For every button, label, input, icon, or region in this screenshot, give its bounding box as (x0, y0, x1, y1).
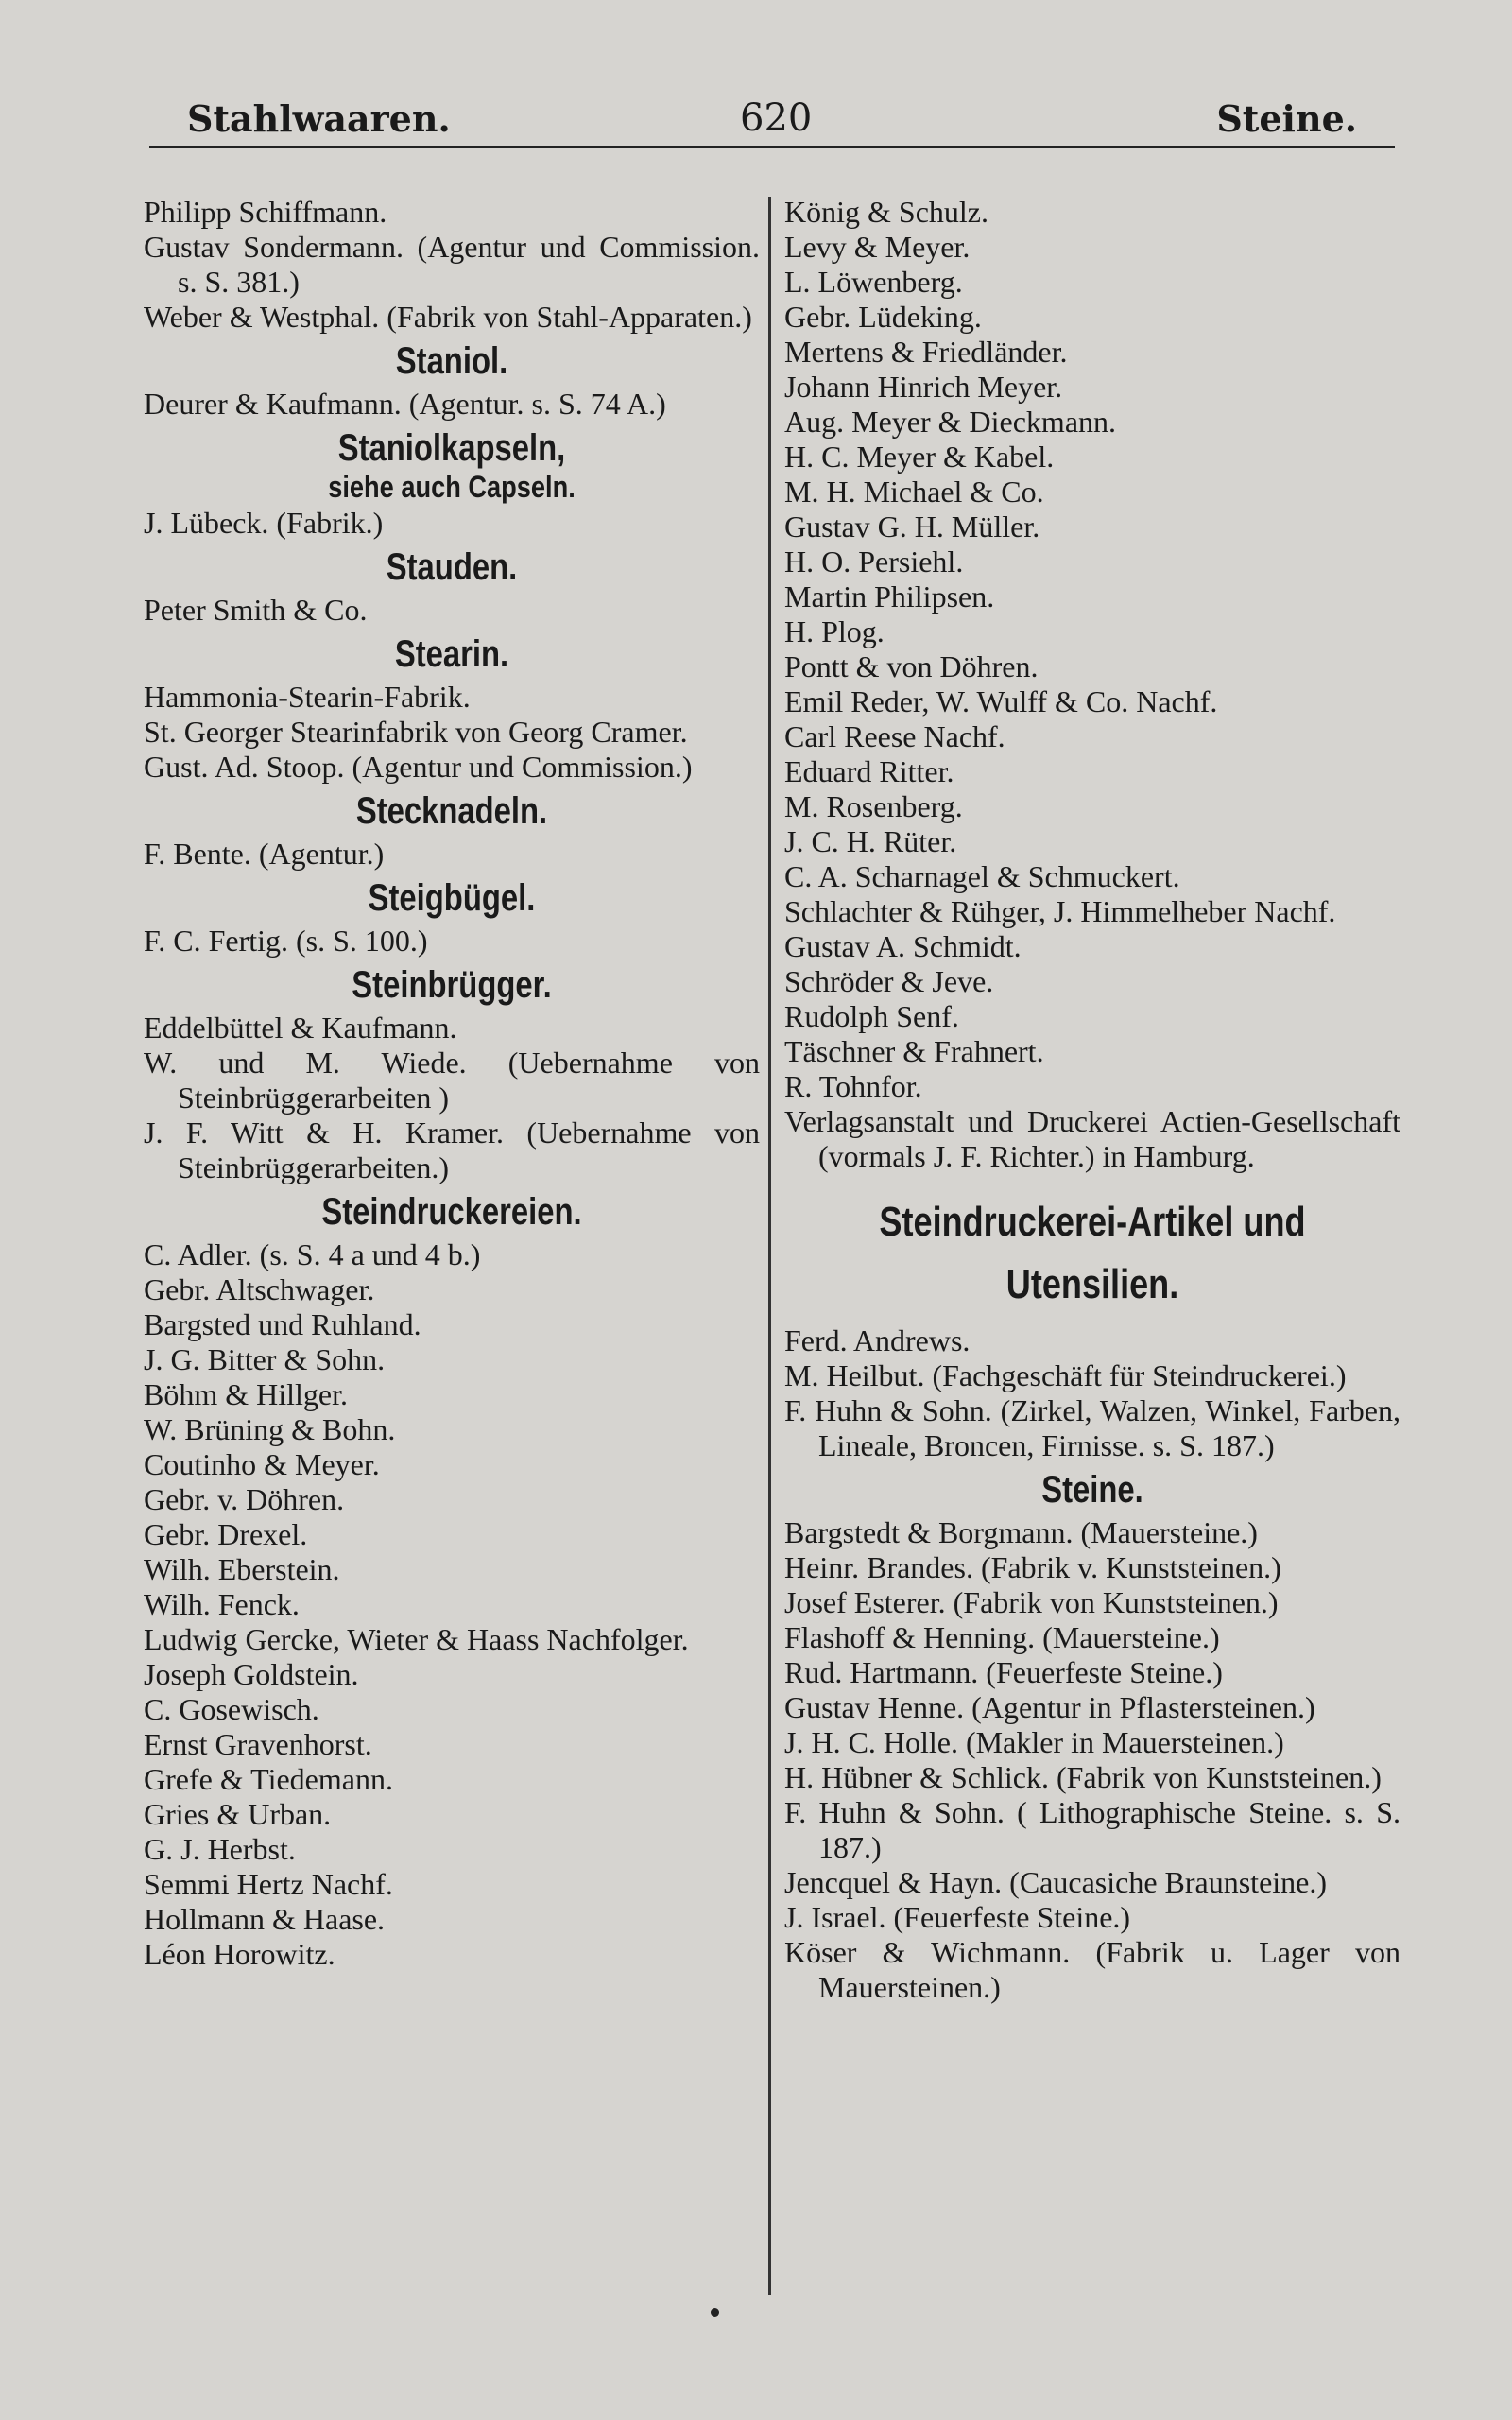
directory-entry: F. Bente. (Agentur.) (144, 837, 385, 871)
directory-entry: J. Lübeck. (Fabrik.) (144, 506, 384, 540)
directory-entry: L. Löwenberg. (784, 265, 963, 299)
directory-entry: Gustav Henne. (Agentur in Pflastersteinen.) (784, 1690, 1315, 1724)
directory-entry: Böhm & Hillger. (144, 1377, 348, 1411)
directory-entry: Ernst Gravenhorst. (144, 1727, 372, 1761)
directory-entry: G. J. Herbst. (144, 1832, 296, 1866)
directory-entry: Täschner & Frahnert. (784, 1034, 1044, 1068)
directory-entry: J. C. H. Rüter. (784, 824, 957, 858)
directory-entry: Josef Esterer. (Fabrik von Kunststeinen.) (784, 1585, 1279, 1619)
directory-entry: C. Adler. (s. S. 4 a und 4 b.) (144, 1237, 481, 1271)
page-number: 620 (740, 96, 813, 140)
directory-entry: Gebr. v. Döhren. (144, 1482, 345, 1516)
directory-entry: Ludwig Gercke, Wieter & Haass Nachfolger. (144, 1622, 689, 1656)
directory-entry: Hollmann & Haase. (144, 1902, 386, 1936)
directory-entry: Ferd. Andrews. (784, 1323, 971, 1357)
directory-entry: Grefe & Tiedemann. (144, 1762, 393, 1796)
directory-entry: J. Israel. (Feuerfeste Steine.) (784, 1900, 1131, 1934)
directory-entry: Coutinho & Meyer. (144, 1447, 380, 1481)
section-heading: Stecknadeln. (355, 790, 548, 832)
directory-entry: W. Brüning & Bohn. (144, 1412, 396, 1446)
directory-entry: Jencquel & Hayn. (Caucasiche Braunsteine.) (784, 1865, 1328, 1899)
section-heading: Steinbrügger. (352, 964, 552, 1006)
directory-entry: Schröder & Jeve. (784, 964, 994, 998)
directory-entry: Semmi Hertz Nachf. (144, 1867, 393, 1901)
directory-entry: Wilh. Eberstein. (144, 1552, 340, 1586)
section-heading: Staniolkapseln, (337, 427, 566, 469)
directory-entry: F. Huhn & Sohn. ( Lithographische Steine. s. S. 187.) (784, 1795, 1400, 1864)
directory-entry: Martin Philipsen. (784, 579, 995, 614)
directory-entry: Schlachter & Rühger, J. Himmelheber Nachf. (784, 894, 1336, 928)
directory-entry: Levy & Meyer. (784, 230, 971, 264)
directory-entry: Bargsted und Ruhland. (144, 1307, 421, 1341)
directory-entry: St. Georger Stearinfabrik von Georg Cramer. (144, 715, 688, 749)
directory-entry: J. H. C. Holle. (Makler in Mauersteinen.) (784, 1725, 1284, 1759)
directory-entry: R. Tohnfor. (784, 1069, 922, 1103)
header-left-keyword: Stahlwaaren. (187, 97, 451, 140)
directory-entry: Joseph Goldstein. (144, 1657, 359, 1691)
directory-entry: Johann Hinrich Meyer. (784, 370, 1063, 404)
directory-entry: F. Huhn & Sohn. (Zirkel, Walzen, Winkel, Farben, Lineale, Broncen, Firnisse. s. S. 187.) (784, 1393, 1400, 1462)
directory-entry: Léon Horowitz. (144, 1937, 335, 1971)
section-subheading: siehe auch Capseln. (328, 470, 576, 504)
directory-entry: F. C. Fertig. (s. S. 100.) (144, 924, 428, 958)
directory-entry: Hammonia-Stearin-Fabrik. (144, 680, 471, 714)
directory-entry: Rudolph Senf. (784, 999, 959, 1033)
directory-entry: Carl Reese Nachf. (784, 719, 1005, 753)
right-column (784, 195, 1400, 2005)
directory-entry: Wilh. Fenck. (144, 1587, 300, 1621)
directory-entry: J. F. Witt & H. Kramer. (Uebernahme von Steinbrüggerarbeiten.) (144, 1115, 760, 1184)
directory-entry: J. G. Bitter & Sohn. (144, 1342, 386, 1376)
section-heading: Steigbügel. (368, 877, 536, 919)
directory-entry: C. A. Scharnagel & Schmuckert. (784, 859, 1180, 893)
directory-entry: Gustav G. H. Müller. (784, 510, 1040, 544)
left-column (144, 195, 760, 1972)
directory-entry: Gust. Ad. Stoop. (Agentur und Commission.) (144, 750, 693, 784)
directory-entry: Verlagsanstalt und Druckerei Actien-Gesellschaft (vormals J. F. Richter.) in Hamburg. (784, 1104, 1400, 1173)
header-right-keyword: Steine. (1216, 97, 1357, 140)
directory-entry: Gustav A. Schmidt. (784, 929, 1022, 963)
directory-entry: Gries & Urban. (144, 1797, 332, 1831)
directory-entry: M. Rosenberg. (784, 789, 963, 823)
section-heading: Steine. (1041, 1469, 1143, 1511)
directory-entry: Aug. Meyer & Dieckmann. (784, 405, 1117, 439)
directory-entry: Eddelbüttel & Kaufmann. (144, 1011, 457, 1045)
directory-entry: Gebr. Lüdeking. (784, 300, 982, 334)
section-heading: Steindruckereien. (321, 1191, 582, 1233)
directory-entry: Peter Smith & Co. (144, 593, 368, 627)
section-heading: Steindruckerei-Artikel und Utensilien. (879, 1199, 1306, 1307)
directory-entry: Philipp Schiffmann. (144, 195, 387, 229)
directory-entry: Eduard Ritter. (784, 754, 954, 788)
directory-entry: H. Hübner & Schlick. (Fabrik von Kunststeinen.) (784, 1760, 1382, 1794)
directory-entry: Heinr. Brandes. (Fabrik v. Kunststeinen.) (784, 1550, 1281, 1584)
directory-entry: Mertens & Friedländer. (784, 335, 1068, 369)
directory-entry: Gebr. Drexel. (144, 1517, 308, 1551)
directory-entry: C. Gosewisch. (144, 1692, 319, 1726)
section-heading: Staniol. (395, 340, 508, 382)
directory-entry: Emil Reder, W. Wulff & Co. Nachf. (784, 684, 1218, 718)
column-divider (768, 197, 771, 2295)
directory-entry: W. und M. Wiede. (Uebernahme von Steinbrüggerarbeiten ) (144, 1046, 760, 1115)
directory-entry: Flashoff & Henning. (Mauersteine.) (784, 1620, 1220, 1654)
directory-entry: H. O. Persiehl. (784, 544, 964, 579)
directory-entry: H. Plog. (784, 614, 885, 648)
directory-entry: Bargstedt & Borgmann. (Mauersteine.) (784, 1515, 1258, 1549)
directory-entry: Gustav Sondermann. (Agentur und Commission. s. S. 381.) (144, 230, 760, 299)
section-heading: Stearin. (394, 633, 509, 675)
directory-entry: H. C. Meyer & Kabel. (784, 440, 1055, 474)
directory-entry: Köser & Wichmann. (Fabrik u. Lager von Mauersteinen.) (784, 1935, 1400, 2004)
print-mark (711, 2308, 719, 2317)
directory-entry: M. H. Michael & Co. (784, 475, 1044, 509)
directory-entry: Deurer & Kaufmann. (Agentur. s. S. 74 A.) (144, 387, 666, 421)
running-header (149, 91, 1395, 148)
directory-entry: Weber & Westphal. (Fabrik von Stahl-Apparaten.) (144, 300, 752, 334)
directory-entry: Pontt & von Döhren. (784, 649, 1039, 683)
directory-entry: Gebr. Altschwager. (144, 1272, 375, 1306)
directory-entry: M. Heilbut. (Fachgeschäft für Steindruckerei.) (784, 1358, 1347, 1392)
directory-entry: König & Schulz. (784, 195, 988, 229)
directory-entry: Rud. Hartmann. (Feuerfeste Steine.) (784, 1655, 1223, 1689)
section-heading: Stauden. (386, 546, 518, 588)
